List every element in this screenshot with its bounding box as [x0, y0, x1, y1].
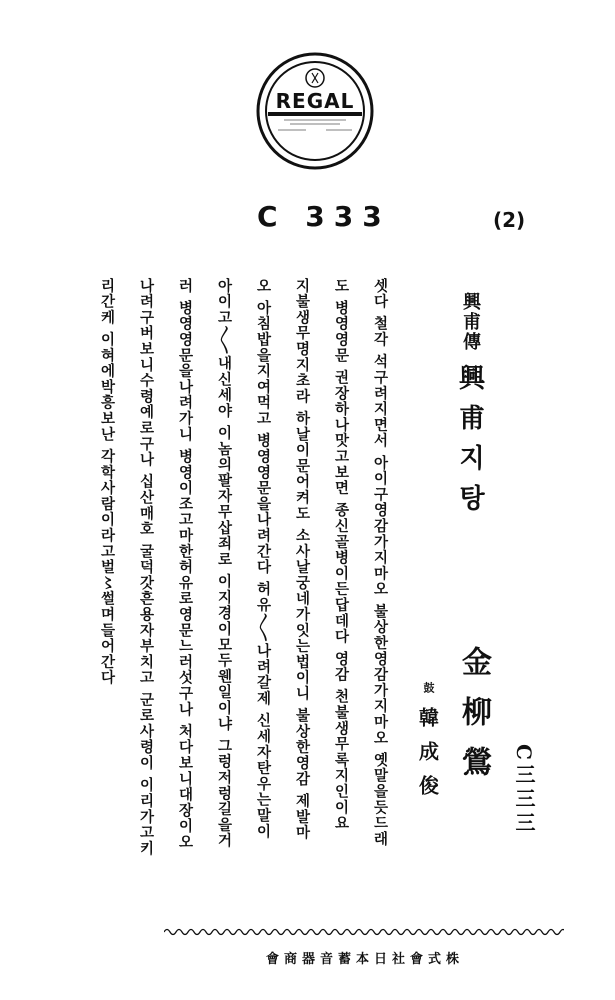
lyrics-column: 아이고〳〵내신세야 이놈의팔자무삽죄로 이지경이모두웬일이냐 그렁저렁길을거 [215, 278, 232, 849]
performer-role: 鼓 [422, 682, 435, 693]
lyrics-column: 나려구버보니수령예로구나 십산매호 굴덕갓흔용자부치고 군로사령이 이리가고키 [137, 278, 154, 857]
lyrics-column: 리간케 이혀에박흥보난 각학사람이라고벌〻썰며들어간다 [98, 278, 115, 686]
regal-logo [254, 50, 376, 172]
lyrics-column: 지불생무명지초라 하날이문어켜도 소사날궁네가잇는법이니 불상한영감 제발마 [293, 278, 310, 841]
genre-label: 興甫傳 [460, 292, 481, 352]
title-column [455, 292, 485, 524]
performer-credit [417, 682, 439, 809]
lyrics-column: 셋다 철각 석구려지면서 아이구영감가지마오 불상한영감가지마오 옛말을듯드래 [371, 278, 388, 847]
catalog-number: C 333 [257, 200, 391, 233]
lyrics-column: 도 병영영문 권장하나맛고보면 종신골병이든답데다 영감 천불생무록지인이요 [332, 278, 349, 832]
wavy-divider [164, 925, 564, 939]
side-number: (2) [493, 208, 526, 232]
performer-name: 韓成俊 [415, 707, 440, 809]
song-title: 興甫지탕 [454, 364, 485, 524]
footer-company: 株式會社日本蓄音器商會 [265, 952, 464, 967]
brand-name: REGAL [275, 89, 355, 113]
singer-name: 金柳鶯 [456, 646, 491, 796]
lyrics-column: 오 아침밥을지여먹고 병영영문을나려간다 허유〳〵나려갈제 신세자탄우는말이 [254, 278, 271, 840]
catalog-number-vertical: C三三三 [512, 744, 536, 836]
lyrics-column: 러 병영영문을나려가니 병영이조고마한허유로영문느러섯구나 처다보니대장이오 [176, 278, 193, 851]
